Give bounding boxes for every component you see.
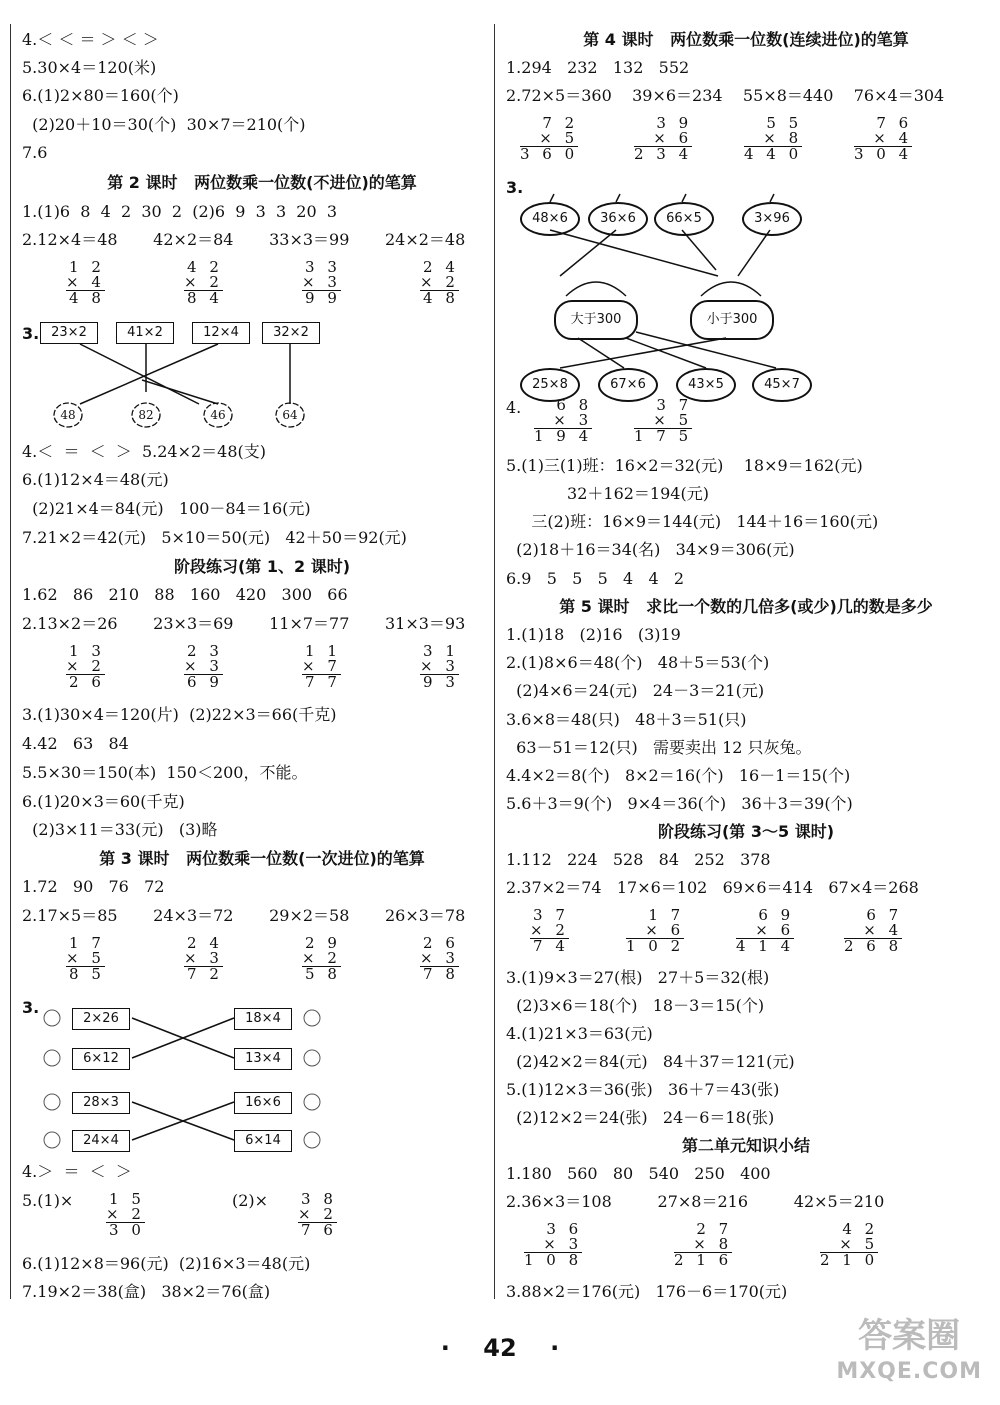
question-number: 3. bbox=[506, 178, 524, 197]
answer-line: (2)3×6＝18(个) 18－3＝15(个) bbox=[506, 996, 765, 1015]
left-margin-rule bbox=[10, 24, 11, 1299]
vertical-calc: 6 7 × 4 2 6 8 bbox=[844, 906, 903, 955]
page-number: · 42 · bbox=[440, 1334, 560, 1362]
answer-line: 2.12×4＝48 42×2＝84 33×3＝99 24×2＝48 bbox=[22, 230, 466, 249]
answer-line: 2.(1)8×6＝48(个) 48＋5＝53(个) bbox=[506, 653, 770, 672]
expression-box: 18×4 bbox=[234, 1008, 292, 1030]
basket-label: 大于300 bbox=[554, 300, 638, 340]
answer-line: 6.(1)20×3＝60(千克) bbox=[22, 792, 185, 811]
vertical-calc: 3 9 × 6 2 3 4 bbox=[634, 114, 693, 163]
answer-line: 32＋162＝194(元) bbox=[506, 484, 709, 503]
answer-line: 4.＜ ＜ ＝ ＞ ＜ ＞ bbox=[22, 30, 159, 49]
vertical-calc: 2 6 × 3 7 8 bbox=[420, 934, 459, 983]
vertical-calc: 1 7 × 6 1 0 2 bbox=[626, 906, 685, 955]
answer-line: 4.4×2＝8(个) 8×2＝16(个) 16－1＝15(个) bbox=[506, 766, 851, 785]
answer-line: 5.(1)12×3＝36(张) 36＋7＝43(张) bbox=[506, 1080, 780, 1099]
answer-line: 5.(1)三(1)班：16×2＝32(元) 18×9＝162(元) bbox=[506, 456, 863, 475]
apple-expression: 45×7 bbox=[752, 368, 812, 402]
vertical-calc: 3 1 × 3 9 3 bbox=[420, 642, 459, 691]
vertical-calc: 6 9 × 6 4 1 4 bbox=[736, 906, 795, 955]
vertical-calc: 3 7 × 5 1 7 5 bbox=[634, 396, 693, 445]
answer-line: 3.88×2＝176(元) 176－6＝170(元) bbox=[506, 1282, 788, 1301]
answer-line: (2)× bbox=[232, 1191, 269, 1210]
expression-box: 23×2 bbox=[40, 322, 98, 344]
expression-box: 13×4 bbox=[234, 1048, 292, 1070]
answer-line: (2)18＋16＝34(名) 34×9＝306(元) bbox=[506, 540, 795, 559]
vertical-calc: 1 3 × 2 2 6 bbox=[66, 642, 105, 691]
answer-line: 7.19×2＝38(盒) 38×2＝76(盒) bbox=[22, 1282, 271, 1301]
vertical-calc: 3 3 × 3 9 9 bbox=[302, 258, 341, 307]
answer-line: 1.112 224 528 84 252 378 bbox=[506, 850, 771, 869]
answer-line: 1.(1)6 8 4 2 30 2 (2)6 9 3 3 20 3 bbox=[22, 202, 337, 221]
answer-line: 4.(1)21×3＝63(元) bbox=[506, 1024, 653, 1043]
vertical-calc: 2 4 × 3 7 2 bbox=[184, 934, 223, 983]
answer-line: 7.6 bbox=[22, 143, 48, 162]
vertical-calc: 3 7 × 2 7 4 bbox=[530, 906, 569, 955]
apple-expression: 43×5 bbox=[676, 368, 736, 402]
section-heading: 阶段练习(第 1、2 课时) bbox=[173, 557, 351, 576]
apple-expression: 67×6 bbox=[598, 368, 658, 402]
flower-answer: 82 bbox=[130, 400, 162, 430]
answer-line: 4.＞ ＝ ＜ ＞ bbox=[22, 1162, 132, 1181]
apple-expression: 3×96 bbox=[742, 202, 802, 236]
expression-box: 28×3 bbox=[72, 1092, 130, 1114]
answer-line: 6.9 5 5 5 4 4 2 bbox=[506, 569, 685, 588]
flower-answer: 64 bbox=[274, 400, 306, 430]
vertical-calc: 7 6 × 4 3 0 4 bbox=[854, 114, 913, 163]
expression-box: 41×2 bbox=[116, 322, 174, 344]
vertical-calc: 4 2 × 5 2 1 0 bbox=[820, 1220, 879, 1269]
answer-line: 3.(1)9×3＝27(根) 27＋5＝32(根) bbox=[506, 968, 770, 987]
question-number: 4. bbox=[506, 398, 522, 417]
expression-box: 24×4 bbox=[72, 1130, 130, 1152]
answer-line: 4.＜ ＝ ＜ ＞ 5.24×2＝48(支) bbox=[22, 442, 267, 461]
answer-line: 6.(1)12×4＝48(元) bbox=[22, 470, 169, 489]
answer-line: 6.(1)2×80＝160(个) bbox=[22, 86, 179, 105]
answer-line: 1.180 560 80 540 250 400 bbox=[506, 1164, 771, 1183]
vertical-calc: 7 2 × 5 3 6 0 bbox=[520, 114, 579, 163]
flower-answer: 46 bbox=[202, 400, 234, 430]
answer-line: (2)42×2＝84(元) 84＋37＝121(元) bbox=[506, 1052, 795, 1071]
answer-line: 2.36×3＝108 27×8＝216 42×5＝210 bbox=[506, 1192, 885, 1211]
section-heading: 第二单元知识小结 bbox=[681, 1136, 810, 1155]
basket-label: 小于300 bbox=[690, 300, 774, 340]
apple-expression: 48×6 bbox=[520, 202, 580, 236]
vertical-calc: 1 5 × 2 3 0 bbox=[106, 1190, 145, 1239]
apple-expression: 25×8 bbox=[520, 368, 580, 402]
answer-line: 三(2)班：16×9＝144(元) 144＋16＝160(元) bbox=[506, 512, 879, 531]
answer-line: (2)3×11＝33(元) (3)略 bbox=[22, 820, 218, 839]
answer-line: 5.30×4＝120(米) bbox=[22, 58, 157, 77]
vertical-calc: 1 1 × 7 7 7 bbox=[302, 642, 341, 691]
vertical-calc: 2 4 × 2 4 8 bbox=[420, 258, 459, 307]
matching-lines bbox=[506, 172, 986, 402]
answer-line: 3.(1)30×4＝120(片) (2)22×3＝66(千克) bbox=[22, 705, 337, 724]
vertical-calc: 3 6 × 3 1 0 8 bbox=[524, 1220, 583, 1269]
vertical-calc: 1 7 × 5 8 5 bbox=[66, 934, 105, 983]
vertical-calc: 5 5 × 8 4 4 0 bbox=[744, 114, 803, 163]
section-heading: 第 4 课时 两位数乘一位数(连续进位)的笔算 bbox=[583, 30, 909, 49]
apple-expression: 66×5 bbox=[654, 202, 714, 236]
answer-line: 5.(1)× bbox=[22, 1191, 74, 1210]
answer-line: 1.294 232 132 552 bbox=[506, 58, 690, 77]
apple-expression: 36×6 bbox=[588, 202, 648, 236]
flower-answer: 48 bbox=[52, 400, 84, 430]
answer-line: 5.6＋3＝9(个) 9×4＝36(个) 36＋3＝39(个) bbox=[506, 794, 853, 813]
section-heading: 第 3 课时 两位数乘一位数(一次进位)的笔算 bbox=[99, 849, 425, 868]
vertical-calc: 6 8 × 3 1 9 4 bbox=[534, 396, 593, 445]
section-heading: 第 2 课时 两位数乘一位数(不进位)的笔算 bbox=[107, 173, 417, 192]
question-number: 3. bbox=[22, 324, 40, 343]
vertical-calc: 1 2 × 4 4 8 bbox=[66, 258, 105, 307]
answer-line: 2.72×5＝360 39×6＝234 55×8＝440 76×4＝304 bbox=[506, 86, 945, 105]
expression-box: 12×4 bbox=[192, 322, 250, 344]
answer-line: 1.(1)18 (2)16 (3)19 bbox=[506, 625, 681, 644]
expression-box: 6×12 bbox=[72, 1048, 130, 1070]
vertical-calc: 2 9 × 2 5 8 bbox=[302, 934, 341, 983]
answer-line: 2.17×5＝85 24×3＝72 29×2＝58 26×3＝78 bbox=[22, 906, 466, 925]
section-heading: 第 5 课时 求比一个数的几倍多(或少)几的数是多少 bbox=[559, 597, 933, 616]
expression-box: 6×14 bbox=[234, 1130, 292, 1152]
vertical-calc: 4 2 × 2 8 4 bbox=[184, 258, 223, 307]
answer-line: 2.37×2＝74 17×6＝102 69×6＝414 67×4＝268 bbox=[506, 878, 919, 897]
answer-line: 7.21×2＝42(元) 5×10＝50(元) 42＋50＝92(元) bbox=[22, 528, 407, 547]
answer-line: (2)20＋10＝30(个) 30×7＝210(个) bbox=[22, 115, 306, 134]
answer-line: (2)21×4＝84(元) 100－84＝16(元) bbox=[22, 499, 311, 518]
vertical-calc: 2 7 × 8 2 1 6 bbox=[674, 1220, 733, 1269]
answer-line: (2)12×2＝24(张) 24－6＝18(张) bbox=[506, 1108, 775, 1127]
answer-line: 2.13×2＝26 23×3＝69 11×7＝77 31×3＝93 bbox=[22, 614, 466, 633]
answer-line: 4.42 63 84 bbox=[22, 734, 129, 753]
answer-line: 1.62 86 210 88 160 420 300 66 bbox=[22, 585, 348, 604]
answer-line: 1.72 90 76 72 bbox=[22, 877, 165, 896]
expression-box: 2×26 bbox=[72, 1008, 130, 1030]
vertical-calc: 2 3 × 3 6 9 bbox=[184, 642, 223, 691]
answer-line: (2)4×6＝24(元) 24－3＝21(元) bbox=[506, 681, 765, 700]
answer-line: 6.(1)12×8＝96(元) (2)16×3＝48(元) bbox=[22, 1254, 311, 1273]
expression-box: 32×2 bbox=[262, 322, 320, 344]
section-heading: 阶段练习(第 3～5 课时) bbox=[657, 822, 835, 841]
vertical-calc: 3 8 × 2 7 6 bbox=[298, 1190, 337, 1239]
question-number: 3. bbox=[22, 998, 40, 1017]
answer-line: 63－51＝12(只) 需要卖出 12 只灰兔。 bbox=[506, 738, 812, 757]
watermark-logo: 答案圈 MXQE.COM bbox=[836, 1316, 982, 1384]
answer-line: 3.6×8＝48(只) 48＋3＝51(只) bbox=[506, 710, 747, 729]
expression-box: 16×6 bbox=[234, 1092, 292, 1114]
answer-line: 5.5×30＝150(本) 150＜200，不能。 bbox=[22, 763, 308, 782]
